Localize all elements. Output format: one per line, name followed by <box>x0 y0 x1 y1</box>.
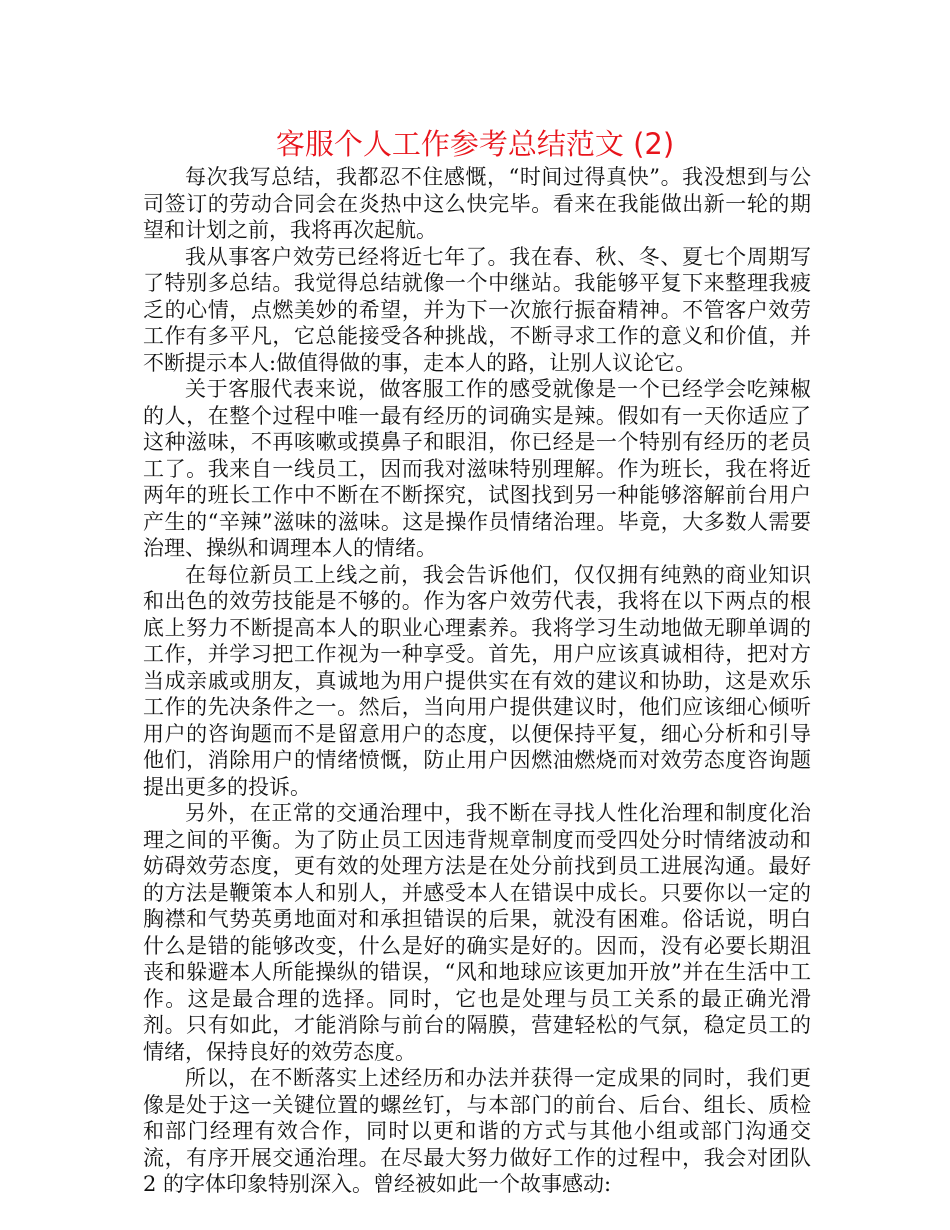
paragraph-1: 每次我写总结，我都忍不住感慨，“时间过得真快”。我没想到与公司签订的劳动合同会在炎热中这么快完毕。看来在我能做出新一轮的期望和计划之前，我将再次起航。 <box>143 165 811 242</box>
paragraph-5: 另外，在正常的交通治理中，我不断在寻找人性化治理和制度化治理之间的平衡。为了防止员工因违背规章制度而受四处分时情绪波动和妨碍效劳态度，更有效的处理方法是在处分前找到员工进展沟通。最好的方法是鞭策本人和别人，并感受本人在错误中成长。只要你以一定的胸襟和气势英勇地面对和承担错误的后果，就没有困难。俗话说，明白什么是错的能够改变，什么是好的确实是好的。因而，没有必要长期沮丧和躲避本人所能操纵的错误，“风和地球应该更加开放”并在生活中工作。这是最合理的选择。同时，它也是处理与员工关系的最正确光滑剂。只有如此，才能消除与前台的隔膜，营建轻松的气氛，稳定员工的情绪，保持良好的效劳态度。 <box>143 801 811 1064</box>
document-body <box>143 164 811 1198</box>
paragraph-4: 在每位新员工上线之前，我会告诉他们，仅仅拥有纯熟的商业知识和出色的效劳技能是不够的。作为客户效劳代表，我将在以下两点的根底上努力不断提高本人的职业心理素养。我将学习生动地做无聊单调的工作，并学习把工作视为一种享受。首先，用户应该真诚相待，把对方当成亲戚或朋友，真诚地为用户提供实在有效的建议和协助，这是欢乐工作的先决条件之一。然后，当向用户提供建议时，他们应该细心倾听用户的咨询题而不是留意用户的态度，以便保持平复，细心分析和引导他们，消除用户的情绪愤慨，防止用户因燃油燃烧而对效劳态度咨询题提出更多的投诉。 <box>143 562 811 799</box>
paragraph-6: 所以，在不断落实上述经历和办法并获得一定成果的同时，我们更像是处于这一关键位置的螺丝钉，与本部门的前台、后台、组长、质检和部门经理有效合作，同时以更和谐的方式与其他小组或部门沟通交流，有序开展交通治理。在尽最大努力做好工作的过程中，我会对团队 2 的字体印象特别深入。曾经被如此一个故事感动: <box>143 1066 811 1196</box>
document-title: 客服个人工作参考总结范文 (2) <box>275 127 675 161</box>
paragraph-2: 我从事客户效劳已经将近七年了。我在春、秋、冬、夏七个周期写了特别多总结。我觉得总结就像一个中继站。我能够平复下来整理我疲乏的心情，点燃美妙的希望，并为下一次旅行振奋精神。不管客户效劳工作有多平凡，它总能接受各种挑战，不断寻求工作的意义和价值，并不断提示本人:做值得做的事，走本人的路，让别人议论它。 <box>143 244 811 375</box>
paragraph-3: 关于客服代表来说，做客服工作的感受就像是一个已经学会吃辣椒的人，在整个过程中唯一最有经历的词确实是辣。假如有一天你适应了这种滋味，不再咳嗽或摸鼻子和眼泪，你已经是一个特别有经历的老员工了。我来自一线员工，因而我对滋味特别理解。作为班长，我在将近两年的班长工作中不断在不断探究，试图找到另一种能够溶解前台用户产生的“辛辣”滋味的滋味。这是操作员情绪治理。毕竟，大多数人需要治理、操纵和调理本人的情绪。 <box>143 377 811 560</box>
